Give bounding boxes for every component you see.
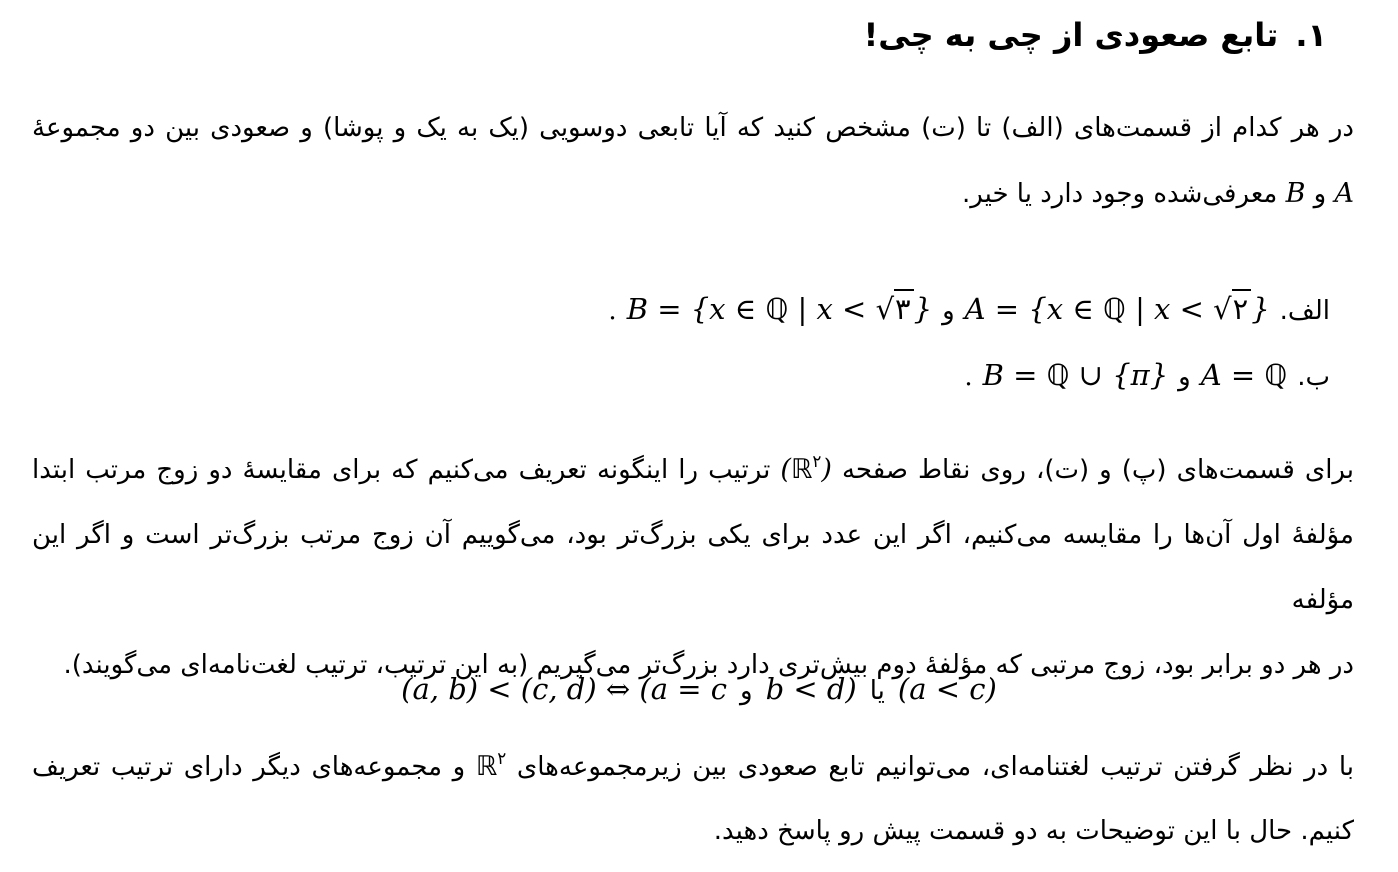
item-alef-label: الف. — [1279, 296, 1330, 326]
item-alef — [608, 286, 1330, 334]
math-r-squared — [475, 748, 507, 782]
set-B-definition — [627, 286, 932, 332]
display-formula — [0, 663, 1398, 717]
r-squared-open: (ℝ — [780, 454, 813, 485]
section-number: ۱. — [1295, 16, 1327, 54]
set-A-suffix: } — [1251, 292, 1270, 326]
set-B-suffix: } — [913, 292, 933, 326]
r-squared-close: ) — [821, 454, 832, 485]
intro-line-2-text: معرفی‌شده وجود دارد یا خیر. — [962, 179, 1278, 209]
closing-line-1 — [32, 735, 1354, 799]
conjunction-vav: و — [942, 296, 955, 326]
order-line-2 — [32, 503, 1354, 633]
closing-line-2 — [32, 799, 1354, 863]
order-line-2-text: مؤلفهٔ اول آن‌ها را مقایسه می‌کنیم، اگر این عدد برای یکی بزرگ‌تر بود، می‌گوییم آن زوج مرتب بزرگ‌تر است و اگر این مؤلفه — [32, 520, 1354, 615]
order-line-1-before: برای قسمت‌های (پ) و (ت)، روی نقاط صفحه — [841, 455, 1355, 485]
item-be — [964, 352, 1330, 400]
formula-middle-part: b < d) — [765, 672, 857, 706]
set-A-definition — [965, 286, 1270, 332]
r-squared-exponent: ۲ — [812, 451, 822, 471]
r-squared-base: ℝ — [475, 751, 498, 782]
conjunction-vav: و — [1313, 179, 1327, 209]
set-A-prefix: A = {x ∈ ℚ | x < √ — [964, 292, 1232, 326]
intro-line-1-text: در هر کدام از قسمت‌های (الف) تا (ت) مشخص کنید که آیا تابعی دوسویی (یک به یک و پوشا) و صعودی بین دو مجموعهٔ — [32, 113, 1354, 143]
intro-paragraph — [32, 96, 1354, 227]
section-heading — [864, 10, 1327, 60]
intro-line-2 — [32, 161, 1354, 227]
closing-line-1-before: با در نظر گرفتن ترتیب لغتنامه‌ای، می‌توانیم تابع صعودی بین زیرمجموعه‌های — [516, 752, 1355, 782]
radicand-three: ۳ — [894, 289, 914, 326]
formula-right-part: (a < c) — [897, 672, 997, 706]
formula-vav: و — [740, 676, 753, 706]
conjunction-vav: و — [1178, 362, 1191, 392]
order-line-1 — [32, 437, 1354, 503]
math-var-B: B — [1285, 178, 1306, 209]
sentence-period: . — [608, 296, 617, 326]
section-title: تابع صعودی از چی به چی! — [863, 16, 1279, 54]
formula-left-part: (a, b) < (c, d) ⇔ (a = c — [401, 672, 727, 706]
math-var-A: A — [1334, 178, 1354, 209]
order-definition-paragraph — [32, 437, 1354, 698]
sentence-period: . — [964, 362, 973, 392]
formula-ya: یا — [869, 676, 885, 706]
intro-line-1 — [32, 96, 1354, 161]
closing-paragraph — [32, 735, 1354, 863]
closing-line-2-text: کنیم. حال با این توضیحات به دو قسمت پیش رو پاسخ دهید. — [713, 816, 1354, 846]
radicand-two: ۲ — [1232, 289, 1252, 326]
math-r-squared-parens — [780, 451, 832, 485]
closing-line-1-after: و مجموعه‌های دیگر دارای ترتیب تعریف — [32, 752, 466, 782]
set-A-rationals: A = ℚ — [1200, 358, 1288, 392]
order-line-1-after: ترتیب را اینگونه تعریف می‌کنیم که برای مقایسهٔ دو زوج مرتب ابتدا — [32, 455, 771, 485]
r-squared-exponent: ۲ — [497, 748, 507, 768]
item-be-label: ب. — [1297, 362, 1330, 392]
set-B-rationals-union-pi: B = ℚ ∪ {π} — [982, 358, 1169, 392]
order-line-3-text: در هر دو برابر بود، زوج مرتبی که مؤلفهٔ دوم بیش‌تری دارد بزرگ‌تر می‌گیریم (به این ترتیب، ترتیب لغت‌نامه‌ای می‌گویند). — [63, 650, 1354, 680]
set-B-prefix: B = {x ∈ ℚ | x < √ — [626, 292, 895, 326]
